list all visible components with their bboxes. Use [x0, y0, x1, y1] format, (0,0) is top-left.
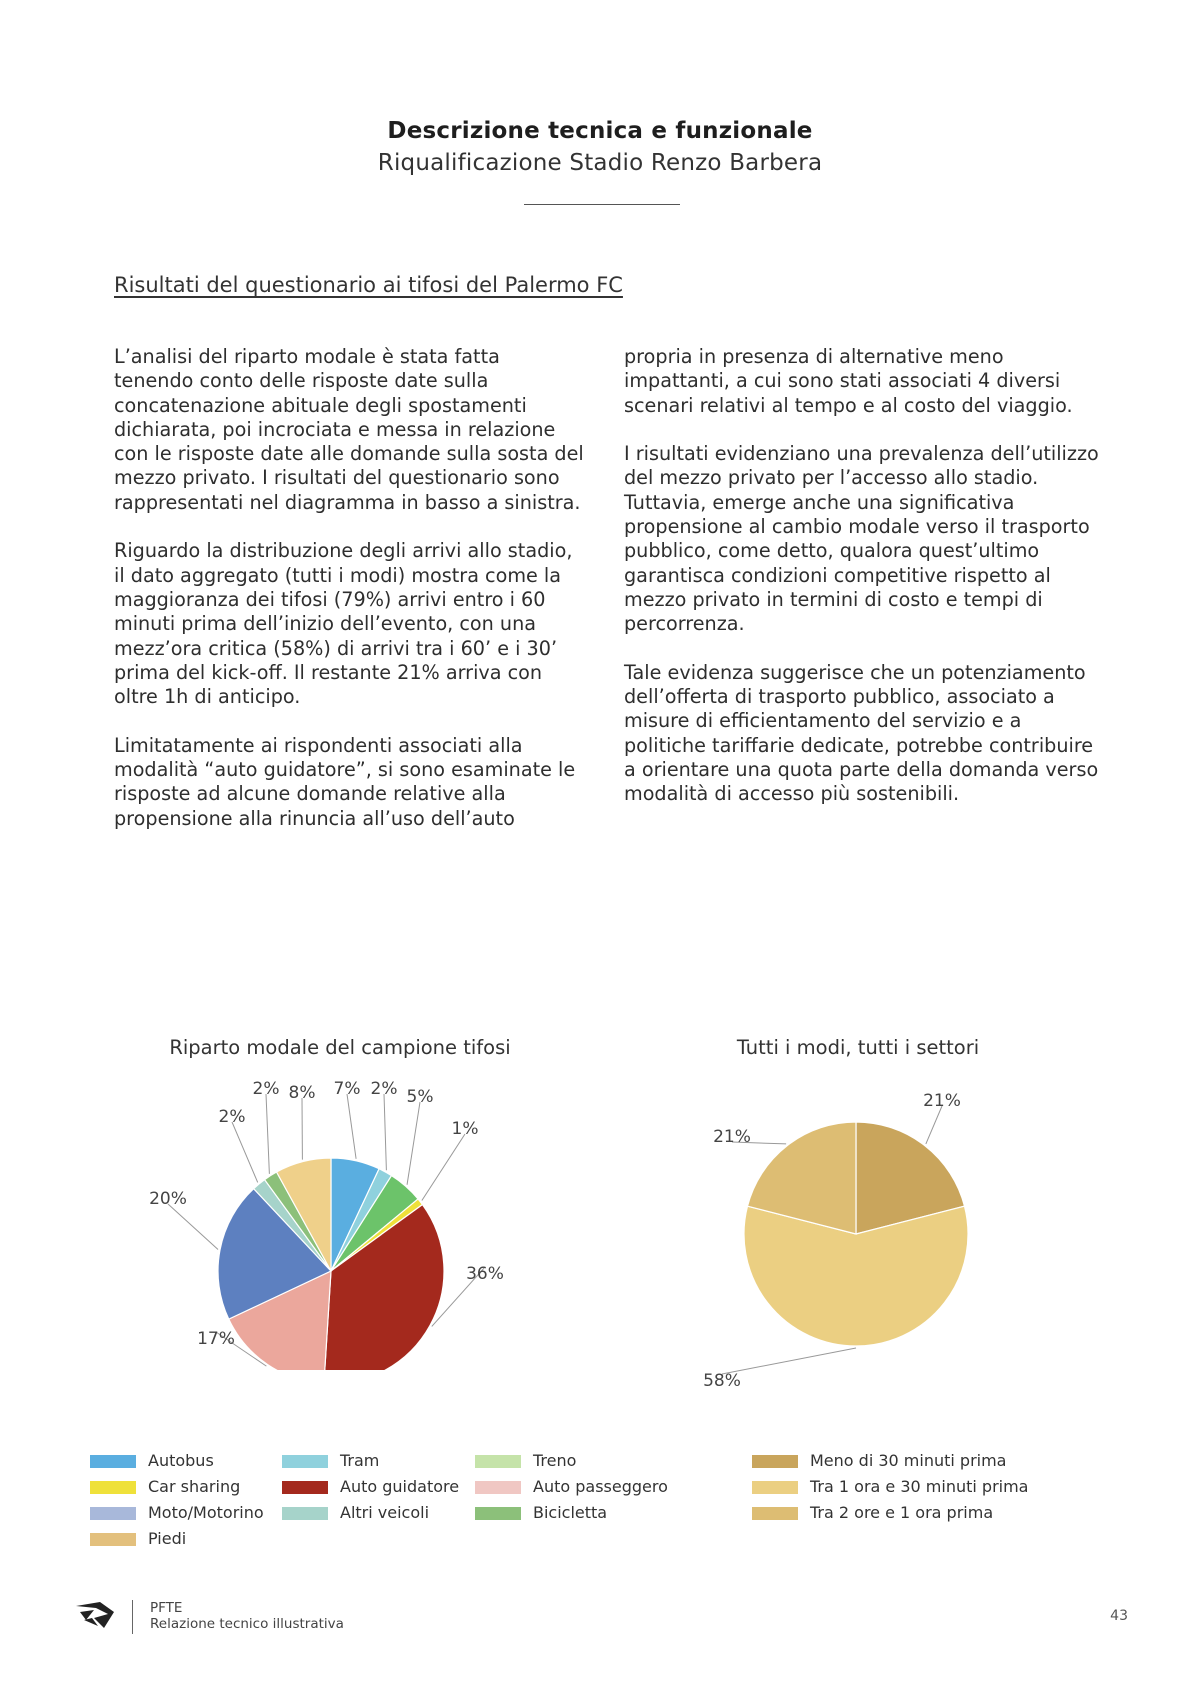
pie-leader-line [347, 1094, 356, 1159]
legend-swatch [282, 1455, 328, 1468]
pie-data-label: 1% [451, 1119, 479, 1139]
pie-leader-line [168, 1204, 218, 1249]
modal-split-legend [90, 1451, 690, 1561]
pie-data-label: 2% [252, 1079, 280, 1099]
arrivals-pie-chart [680, 1070, 1060, 1390]
legend-label: Meno di 30 minuti prima [810, 1451, 1007, 1470]
legend-label: Car sharing [148, 1477, 241, 1496]
legend-swatch [752, 1455, 798, 1468]
legend-label: Tram [340, 1451, 380, 1470]
footer-line-pfte: PFTE [150, 1600, 183, 1616]
body-column-right [624, 345, 1104, 831]
pie-data-label: 2% [218, 1107, 246, 1127]
pie-leader-line [266, 1094, 269, 1174]
legend-label: Altri veicoli [340, 1503, 430, 1522]
legend-swatch [752, 1481, 798, 1494]
pie-data-label: 2% [370, 1079, 398, 1099]
pie-data-label: 21% [713, 1127, 751, 1147]
legend-swatch [475, 1481, 521, 1494]
document-subtitle: Riqualificazione Stadio Renzo Barbera [377, 150, 823, 176]
footer-line-report: Relazione tecnico illustrativa [150, 1616, 344, 1632]
pie-data-label: 58% [703, 1371, 741, 1390]
pie-data-label: 8% [288, 1083, 316, 1103]
pie-data-label: 36% [466, 1264, 504, 1284]
pie-data-label: 17% [197, 1329, 235, 1349]
paragraph: I risultati evidenziano una prevalenza dell’utilizzo del mezzo privato per l’accesso allo stadio. Tuttavia, emerge anche una significativa propensione al cambio modale verso il trasporto pubblico, come detto, qualora quest’ultimo garantisca condizioni competitive rispetto al mezzo privato in termini di costo e tempi di percorrenza. [624, 442, 1099, 636]
chart-title-modal-split: Riparto modale del campione tifosi [169, 1036, 511, 1059]
footer-divider [132, 1600, 133, 1634]
page-number: 43 [1110, 1608, 1128, 1624]
legend-label: Piedi [148, 1529, 187, 1548]
footer-text [150, 1600, 344, 1632]
legend-label: Moto/Motorino [148, 1503, 264, 1522]
legend-swatch [282, 1507, 328, 1520]
pie-leader-line [407, 1102, 420, 1185]
pie-leader-line [926, 1106, 942, 1144]
legend-label: Tra 2 ore e 1 ora prima [810, 1503, 994, 1522]
header-divider [524, 204, 680, 205]
legend-label: Bicicletta [533, 1503, 608, 1522]
legend-swatch [752, 1507, 798, 1520]
legend-swatch [90, 1533, 136, 1546]
pie-data-label: 7% [333, 1079, 361, 1099]
chart-title-arrivals: Tutti i modi, tutti i settori [736, 1036, 980, 1059]
section-heading: Risultati del questionario ai tifosi del Palermo FC [114, 273, 623, 297]
body-column-left [114, 345, 584, 855]
legend-label: Autobus [148, 1451, 214, 1470]
legend-swatch [282, 1481, 328, 1494]
pie-data-label: 21% [923, 1091, 961, 1111]
legend-swatch [475, 1455, 521, 1468]
paragraph: propria in presenza di alternative meno impattanti, a cui sono stati associati 4 diversi scenari relativi al tempo e al costo del viaggio. [624, 345, 1073, 417]
modal-split-pie-chart [120, 1070, 540, 1370]
pie-data-label: 20% [149, 1189, 187, 1209]
legend-label: Auto guidatore [340, 1477, 460, 1496]
legend-label: Tra 1 ora e 30 minuti prima [810, 1477, 1029, 1496]
legend-label: Auto passeggero [533, 1477, 668, 1496]
pie-data-label: 5% [406, 1087, 434, 1107]
paragraph: Limitatamente ai rispondenti associati alla modalità “auto guidatore”, si sono esaminate le risposte ad alcune domande relative alla propensione alla rinuncia all’uso dell’auto [114, 733, 576, 830]
paragraph: Riguardo la distribuzione degli arrivi allo stadio, il dato aggregato (tutti i modi) mostra come la maggioranza dei tifosi (79%) arrivi entro i 60 minuti prima dell’inizio dell’evento, con una mezz’ora critica (58%) di arrivi tra i 60’ e i 30’ prima del kick-off. Il restante 21% arriva con oltre 1h di anticipo. [114, 539, 573, 709]
arrivals-legend [752, 1451, 1082, 1531]
legend-swatch [90, 1507, 136, 1520]
document-header [0, 118, 1200, 176]
pie-leader-line [722, 1348, 856, 1374]
pie-leader-line [232, 1122, 258, 1182]
pie-leader-line [422, 1134, 465, 1201]
legend-swatch [475, 1507, 521, 1520]
legend-label: Treno [533, 1451, 577, 1470]
paragraph: Tale evidenza suggerisce che un potenziamento dell’offerta di trasporto pubblico, associato a misure di efficientamento del servizio e a politiche tariffarie dedicate, potrebbe contribuire a orientare una quota parte della domanda verso modalità di accesso più sostenibili. [624, 660, 1099, 806]
legend-swatch [90, 1481, 136, 1494]
document-title: Descrizione tecnica e funzionale [387, 118, 813, 144]
pie-leader-line [384, 1094, 386, 1170]
eagle-logo-icon [74, 1598, 118, 1636]
legend-swatch [90, 1455, 136, 1468]
paragraph: L’analisi del riparto modale è stata fatta tenendo conto delle risposte date sulla concatenazione abituale degli spostamenti dichiarata, poi incrociata e messa in relazione con le risposte date alle domande sulla sosta del mezzo privato. I risultati del questionario sono rappresentati nel diagramma in basso a sinistra. [114, 345, 584, 514]
